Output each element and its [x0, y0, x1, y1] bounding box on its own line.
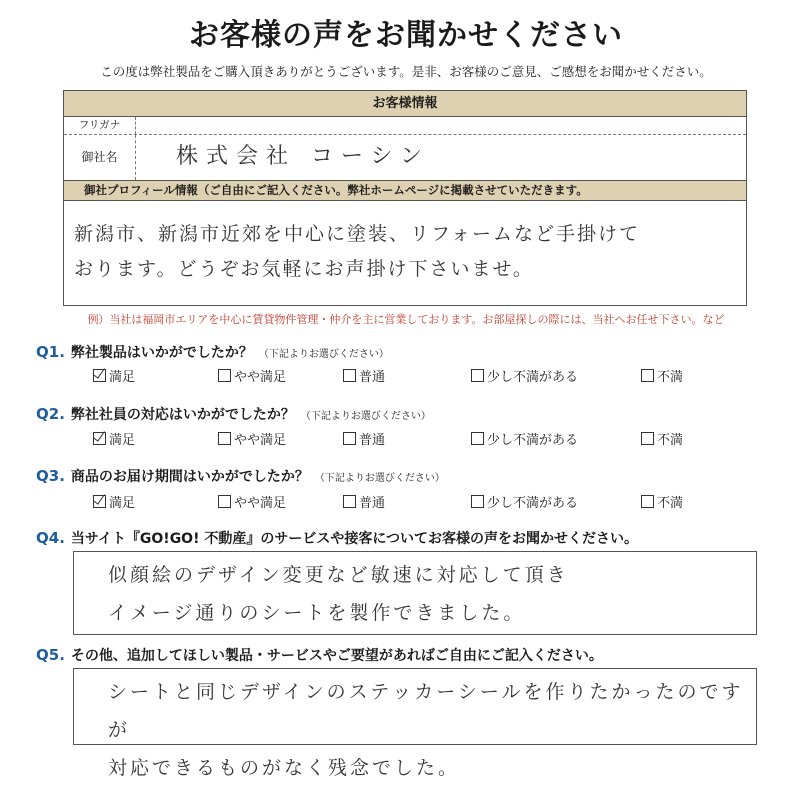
answer-line: シートと同じデザインのステッカーシールを作りたかったのですが	[108, 681, 744, 741]
question-text: 当サイト『GO!GO! 不動産』のサービスや接客についてお客様の声をお聞かせください。	[70, 531, 639, 547]
question-1	[36, 342, 389, 362]
question-number: Q5.	[36, 646, 65, 664]
q3-option-satisfied[interactable]	[93, 492, 135, 511]
furigana-label: フリガナ	[64, 117, 136, 134]
checkbox-checked-icon[interactable]	[93, 432, 106, 445]
page-title: お客様の声をお聞かせください	[189, 18, 623, 53]
answer-line: イメージ通りのシートを製作できました。	[108, 602, 526, 624]
q2-option-slightly-dissatisfied[interactable]	[471, 429, 578, 448]
example-note: 例）当社は福岡市エリアを中心に賃貸物件管理・仲介を主に営業しております。お部屋探しの際には、当社へお任せ下さい。など	[87, 313, 725, 326]
q3-option-slightly-dissatisfied[interactable]	[471, 492, 578, 511]
question-4	[36, 528, 638, 548]
option-label: 不満	[657, 433, 684, 448]
question-hint: （下記よりお選びください）	[258, 349, 389, 360]
q1-option-slightly-dissatisfied[interactable]	[471, 366, 578, 385]
checkbox-icon[interactable]	[218, 369, 231, 382]
option-label: 少し不満がある	[487, 370, 579, 385]
checkbox-icon[interactable]	[343, 495, 356, 508]
company-row	[64, 135, 746, 181]
checkbox-icon[interactable]	[641, 369, 654, 382]
question-text: 弊社社員の対応はいかがでしたか？	[70, 407, 295, 423]
question-5	[36, 645, 603, 665]
profile-line: 新潟市、新潟市近郊を中心に塗装、リフォームなど手掛けて	[74, 223, 641, 245]
question-3	[36, 466, 445, 486]
option-label: 普通	[359, 370, 386, 385]
q3-choices	[93, 492, 733, 512]
question-number: Q2.	[36, 405, 65, 423]
q1-option-somewhat-satisfied[interactable]	[218, 366, 286, 385]
q2-option-neutral[interactable]	[343, 429, 385, 448]
q3-option-neutral[interactable]	[343, 492, 385, 511]
q2-option-satisfied[interactable]	[93, 429, 135, 448]
checkbox-icon[interactable]	[471, 369, 484, 382]
customer-info-box	[63, 90, 747, 306]
q4-answer-field[interactable]	[73, 551, 757, 635]
q1-option-dissatisfied[interactable]	[641, 366, 683, 385]
checkbox-icon[interactable]	[471, 432, 484, 445]
q5-answer-field[interactable]	[73, 668, 757, 779]
option-label: 満足	[109, 433, 136, 448]
intro-text: この度は弊社製品をご購入頂きありがとうございます。是非、お客様のご意見、ご感想をお聞かせください。	[100, 64, 712, 79]
question-text: 弊社製品はいかがでしたか？	[70, 345, 253, 361]
question-number: Q1.	[36, 343, 65, 361]
question-hint: （下記よりお選びください）	[314, 473, 445, 484]
checkbox-icon[interactable]	[641, 432, 654, 445]
option-label: 満足	[109, 496, 136, 511]
option-label: 満足	[109, 370, 136, 385]
profile-header: 御社プロフィール情報（ご自由にご記入ください。弊社ホームページに掲載させていただきます。	[64, 181, 746, 201]
answer-line: 対応できるものがなく残念でした。	[108, 757, 461, 779]
option-label: 不満	[657, 370, 684, 385]
option-label: やや満足	[234, 496, 287, 511]
option-label: やや満足	[234, 370, 287, 385]
q1-choices	[93, 366, 733, 386]
checkbox-icon[interactable]	[343, 432, 356, 445]
checkbox-icon[interactable]	[641, 495, 654, 508]
q3-option-dissatisfied[interactable]	[641, 492, 683, 511]
option-label: 少し不満がある	[487, 496, 579, 511]
q2-option-somewhat-satisfied[interactable]	[218, 429, 286, 448]
company-name-field[interactable]: 株式会社 コーシン	[176, 144, 431, 169]
profile-line: おります。どうぞお気軽にお声掛け下さいませ。	[74, 258, 534, 280]
q1-option-neutral[interactable]	[343, 366, 385, 385]
question-text: 商品のお届け期間はいかがでしたか？	[70, 469, 309, 485]
checkbox-icon[interactable]	[343, 369, 356, 382]
q1-option-satisfied[interactable]	[93, 366, 135, 385]
option-label: 普通	[359, 433, 386, 448]
checkbox-icon[interactable]	[218, 432, 231, 445]
checkbox-checked-icon[interactable]	[93, 495, 106, 508]
profile-field[interactable]	[64, 201, 746, 287]
checkbox-icon[interactable]	[471, 495, 484, 508]
company-label: 御社名	[64, 135, 136, 180]
question-text: その他、追加してほしい製品・サービスやご要望があればご自由にご記入ください。	[70, 648, 603, 664]
q2-choices	[93, 429, 733, 449]
option-label: 不満	[657, 496, 684, 511]
checkbox-icon[interactable]	[218, 495, 231, 508]
furigana-row	[64, 117, 746, 135]
option-label: 少し不満がある	[487, 433, 579, 448]
question-hint: （下記よりお選びください）	[300, 411, 431, 422]
question-number: Q3.	[36, 467, 65, 485]
option-label: やや満足	[234, 433, 287, 448]
question-2	[36, 404, 431, 424]
answer-line: 似顔絵のデザイン変更など敏速に対応して頂き	[108, 564, 569, 586]
customer-info-header: お客様情報	[64, 91, 746, 117]
checkbox-checked-icon[interactable]	[93, 369, 106, 382]
option-label: 普通	[359, 496, 386, 511]
q2-option-dissatisfied[interactable]	[641, 429, 683, 448]
q3-option-somewhat-satisfied[interactable]	[218, 492, 286, 511]
question-number: Q4.	[36, 529, 65, 547]
